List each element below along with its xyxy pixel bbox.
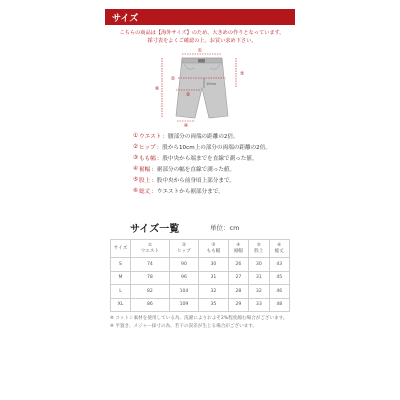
- definition-term: 股上: [139, 177, 151, 184]
- intro-line-2: 採寸表をよくご確認の上、お買い求め下さい。: [147, 38, 257, 44]
- size-table-title: サイズ一覧: [130, 224, 180, 235]
- definition-desc: ：ウエストから裾部分まで。: [151, 188, 224, 195]
- diagram-label-3: ③: [185, 92, 191, 98]
- header-number: ④: [236, 243, 241, 248]
- table-cell: 74: [131, 258, 170, 272]
- table-cell: 86: [131, 298, 170, 312]
- definition-term: ヒップ: [139, 144, 156, 151]
- header-label: もも幅: [206, 248, 221, 254]
- definition-number: ①: [132, 132, 138, 139]
- definition-hem: [130, 163, 300, 174]
- table-cell: 31: [199, 271, 229, 285]
- note-line-1: ※ コットン素材を使用している為、洗濯によりおよそ2%程度縮む場合がございます。: [110, 316, 288, 321]
- header-cell: [269, 240, 289, 258]
- size-cell: L: [111, 285, 131, 299]
- table-cell: 82: [131, 285, 170, 299]
- measurement-definitions: [130, 130, 300, 196]
- header-label: ヒップ: [177, 248, 191, 254]
- definition-number: ⑤: [132, 176, 138, 183]
- definition-hip: [130, 141, 300, 152]
- table-cell: 109: [169, 298, 198, 312]
- table-cell: 32: [249, 285, 269, 299]
- shorts-measurement-diagram: [100, 46, 300, 128]
- table-cell: 28: [228, 285, 248, 299]
- table-cell: 90: [169, 258, 198, 272]
- header-cell: [199, 240, 229, 258]
- definition-number: ③: [132, 154, 138, 161]
- definition-term: 裾幅: [139, 166, 151, 173]
- table-cell: 96: [169, 271, 198, 285]
- intro-text: [107, 29, 297, 45]
- size-table-unit: 単位：cm: [210, 224, 240, 232]
- header-cell: [228, 240, 248, 258]
- table-cell: 30: [249, 258, 269, 272]
- table-row: [111, 258, 290, 272]
- table-cell: 26: [228, 258, 248, 272]
- section-title: サイズ: [112, 14, 139, 24]
- table-cell: 48: [269, 298, 289, 312]
- size-cell: M: [111, 271, 131, 285]
- header-number: ②: [181, 243, 187, 248]
- table-cell: 45: [269, 271, 289, 285]
- definition-term: ウエスト: [139, 133, 162, 140]
- table-cell: 35: [199, 298, 229, 312]
- header-number: ⑤: [256, 243, 261, 248]
- definition-desc: ：腰部分の両端の距離の2倍。: [162, 133, 239, 140]
- header-label: 裾幅: [233, 248, 244, 254]
- shorts-illustration: [176, 58, 228, 118]
- header-label: 股上: [254, 248, 264, 254]
- header-number: ⑥: [277, 243, 282, 248]
- table-cell: 32: [199, 285, 229, 299]
- size-table: [110, 239, 290, 312]
- table-cell: 43: [269, 258, 289, 272]
- table-cell: 78: [131, 271, 170, 285]
- notes: [110, 315, 300, 331]
- header-number: ①: [147, 243, 152, 248]
- definition-desc: ：股中央から前身頃上部分まで。: [151, 177, 235, 184]
- definition-waist: [130, 130, 300, 141]
- belt-buckle: [198, 59, 205, 63]
- header-cell: [169, 240, 198, 258]
- definition-thigh: [130, 152, 300, 163]
- definition-desc: ：裾部分の幅を直線で測った値。: [151, 166, 236, 173]
- intro-line-1: こちらの商品は【海外サイズ】のため、大きめの作りとなっています。: [119, 30, 285, 36]
- header-cell: [131, 240, 170, 258]
- table-cell: 29: [228, 298, 248, 312]
- diagram-label-6: ⑥: [155, 86, 160, 92]
- table-cell: 30: [199, 258, 229, 272]
- diagram-label-1: ①: [197, 48, 203, 54]
- size-cell: XL: [111, 298, 131, 312]
- table-cell: 33: [249, 298, 269, 312]
- header-label: 総丈: [274, 248, 284, 254]
- diagram-label-5: ⑤: [240, 71, 245, 77]
- header-label: サイズ: [113, 245, 128, 251]
- table-row: [111, 298, 290, 312]
- diagram-label-10cm: 10cm: [206, 82, 217, 86]
- header-number: ③: [211, 243, 216, 248]
- header-label: ウエスト: [140, 248, 160, 254]
- definition-number: ②: [132, 143, 138, 150]
- definition-desc: ：股から10cm上の部分の両端の距離の2倍。: [156, 144, 271, 151]
- header-cell: [111, 240, 131, 258]
- definition-length: [130, 185, 300, 196]
- definition-number: ④: [132, 165, 138, 172]
- diagram-label-2: ②: [170, 76, 176, 82]
- section-header: [105, 9, 295, 25]
- table-header-row: [111, 240, 290, 258]
- table-row: [111, 285, 290, 299]
- definition-number: ⑥: [132, 187, 138, 194]
- table-cell: 27: [228, 271, 248, 285]
- table-cell: 31: [249, 271, 269, 285]
- header-cell: [249, 240, 269, 258]
- note-line-2: ※ 平置き、メジャー採寸の為、若干の誤差が生じる場合がございます。: [110, 324, 258, 329]
- definition-term: 総丈: [139, 188, 151, 195]
- table-row: [111, 271, 290, 285]
- table-cell: 46: [269, 285, 289, 299]
- table-cell: 104: [169, 285, 198, 299]
- diagram-label-4: ④: [183, 123, 189, 128]
- definition-term: もも幅: [139, 155, 156, 162]
- definition-desc: ：股中央から端までを直線で測った値。: [156, 155, 258, 162]
- definition-rise: [130, 174, 300, 185]
- size-cell: S: [111, 258, 131, 272]
